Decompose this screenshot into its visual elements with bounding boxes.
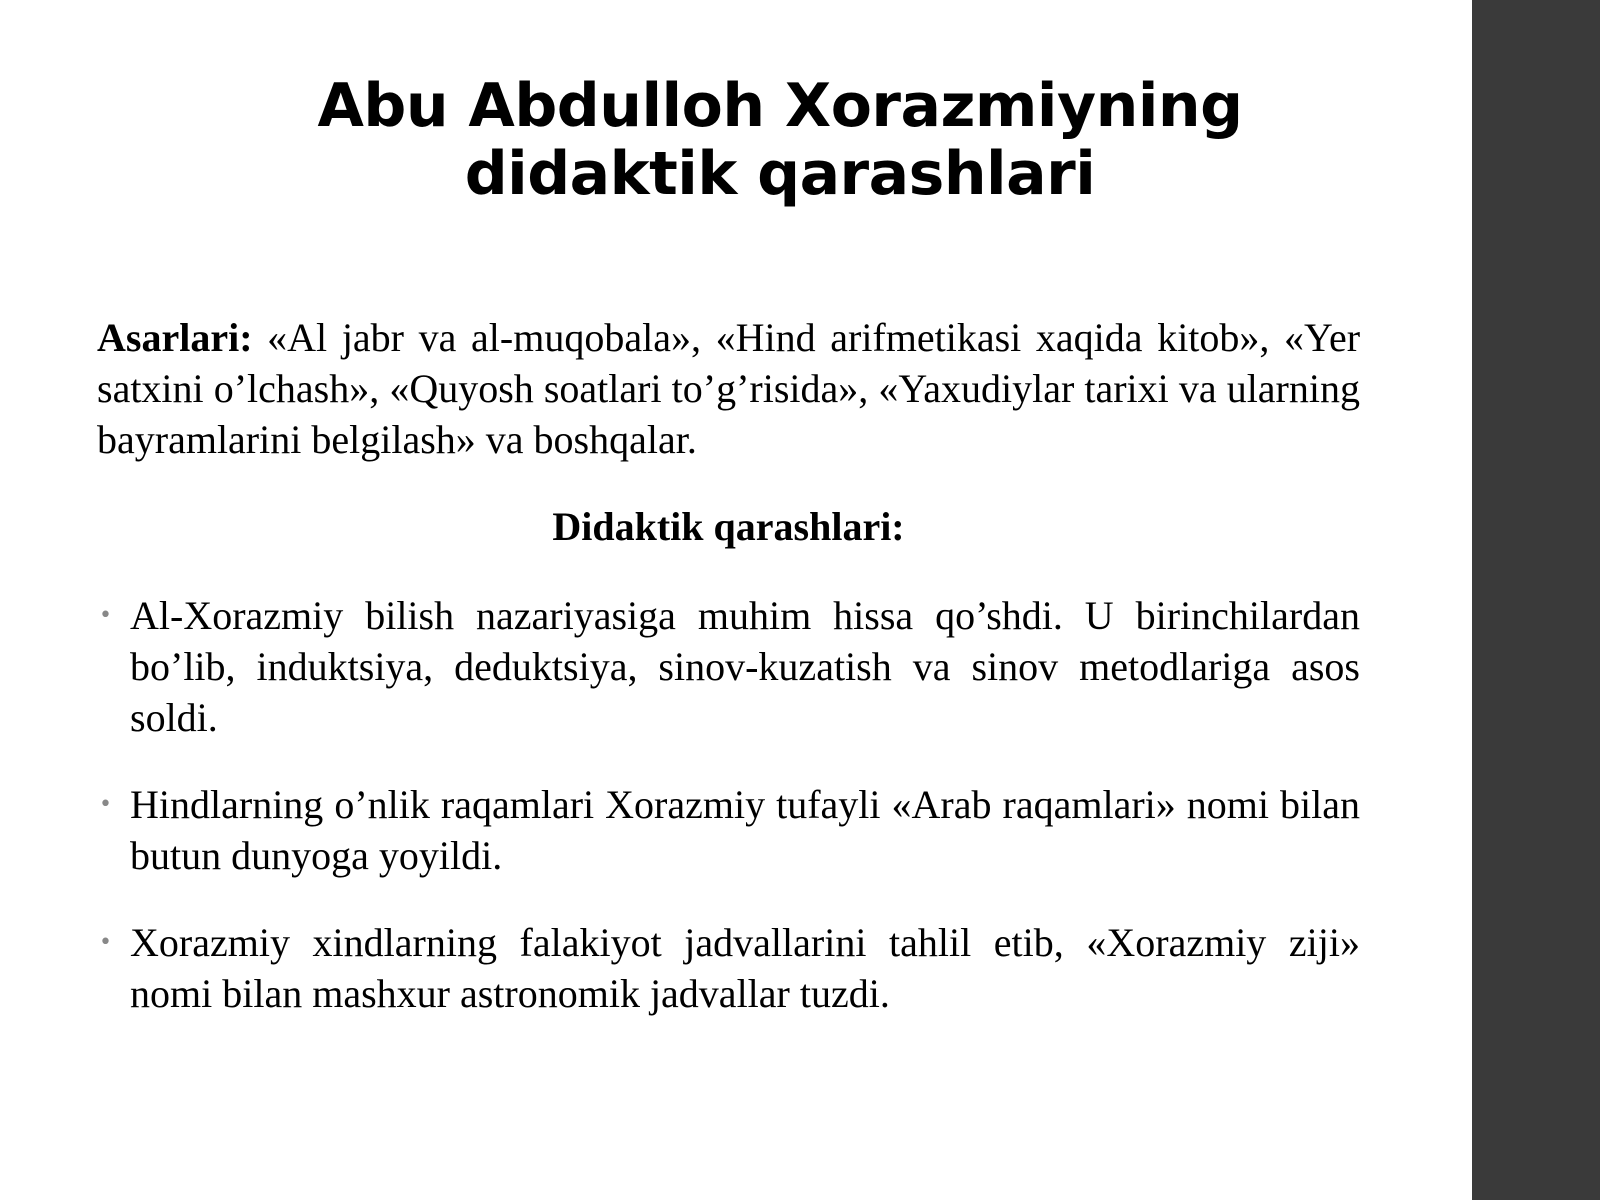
bullet-icon: • (99, 603, 112, 628)
list-item-text: Al-Xorazmiy bilish nazariyasiga muhim hissa qo’shdi. U birinchilardan bo’lib, induktsiya, deduktsiya, sinov-kuzatish va sinov metodlariga asos soldi. (130, 593, 1360, 740)
works-paragraph (97, 312, 1360, 465)
list-item-text: Xorazmiy xindlarning falakiyot jadvallarini tahlil etib, «Xorazmiy ziji» nomi bilan mashxur astronomik jadvallar tuzdi. (130, 920, 1360, 1016)
bullet-icon: • (99, 792, 112, 817)
sidebar-decoration (1472, 0, 1600, 1200)
list-item-text: Hindlarning o’nlik raqamlari Xorazmiy tufayli «Arab raqamlari» nomi bilan butun dunyoga yoyildi. (130, 782, 1360, 878)
list-item (97, 779, 1360, 881)
works-label: Asarlari: (97, 315, 253, 360)
slide-title: Abu Abdulloh Xorazmiyning didaktik qarashlari (317, 71, 1243, 209)
bullet-list (97, 590, 1360, 1019)
bullet-icon: • (99, 930, 112, 955)
list-item (97, 590, 1360, 743)
works-text: «Al jabr va al-muqobala», «Hind arifmetikasi xaqida kitob», «Yer satxini o’lchash», «Quyosh soatlari to’g’risida», «Yaxudiylar tarixi va ularning bayramlarini belgilash» va boshqalar. (97, 315, 1361, 462)
didactic-subheading: Didaktik qarashlari: (552, 504, 905, 549)
slide-body (97, 312, 1360, 1055)
list-item (97, 917, 1360, 1019)
